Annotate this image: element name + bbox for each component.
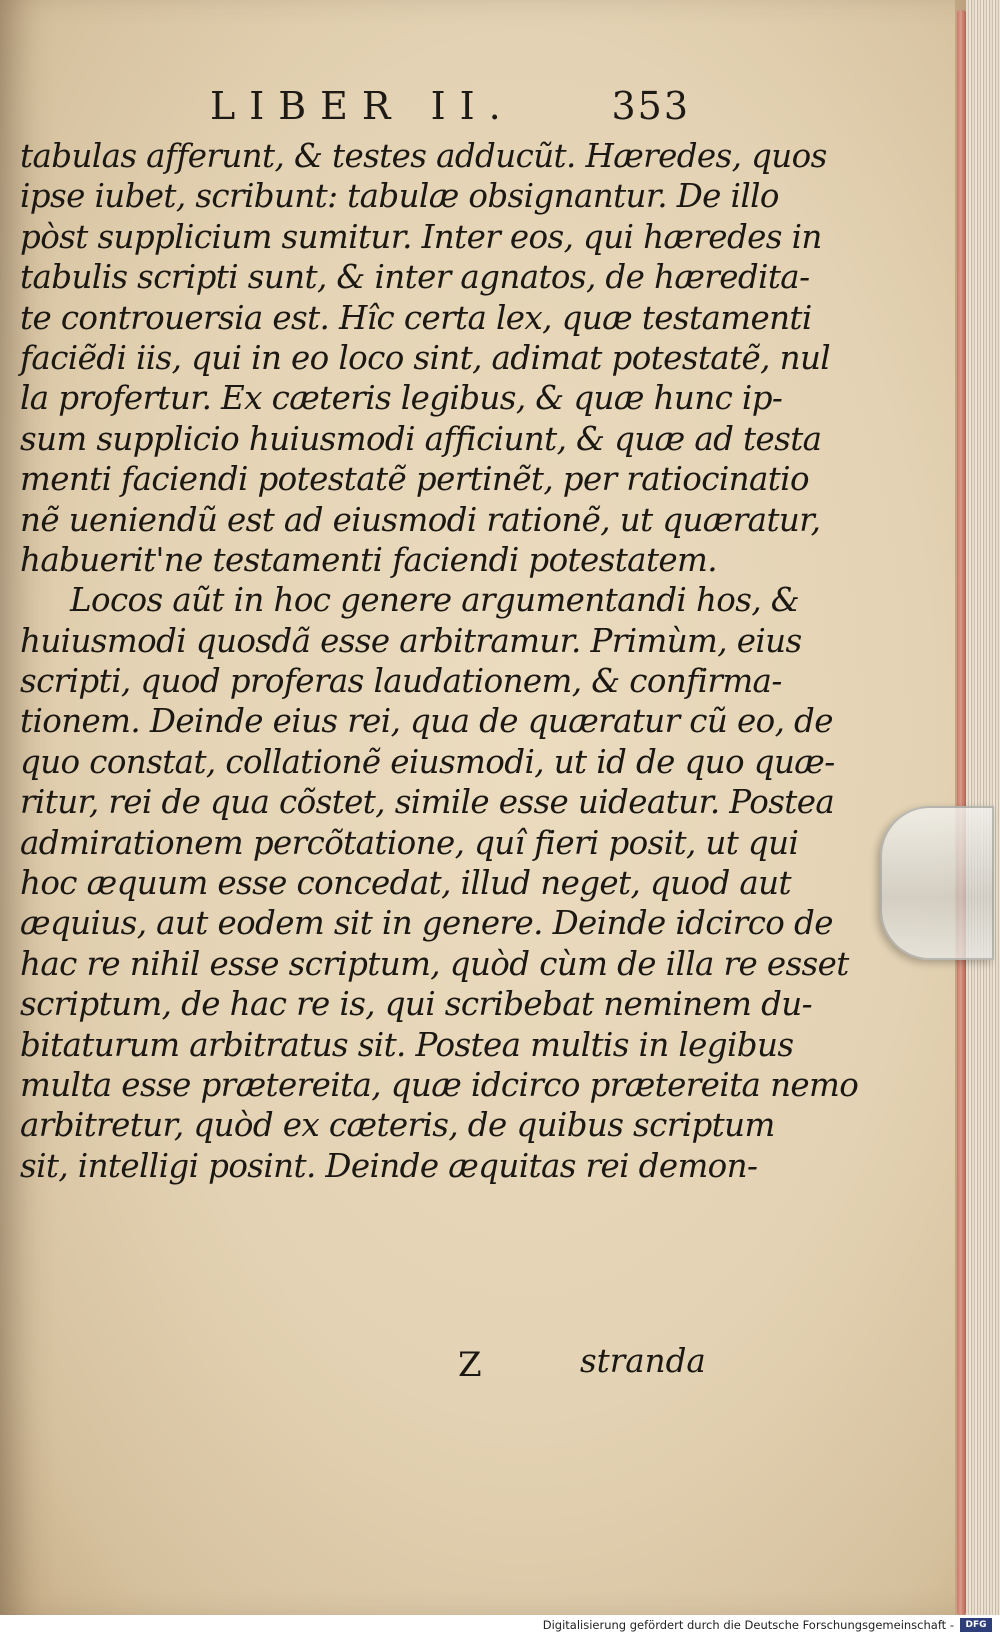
- plastic-clip: [880, 806, 994, 960]
- body-text: [20, 136, 859, 1186]
- text-line: admirationem percõtatione, quî fieri posit, ut qui: [20, 823, 799, 862]
- text-line: faciẽdi iis, qui in eo loco sint, adimat potestatẽ, nul: [20, 338, 831, 377]
- page-number: 353: [611, 84, 690, 128]
- text-line: nẽ ueniendũ est ad eiusmodi rationẽ, ut quæratur,: [20, 500, 821, 539]
- text-line: bitaturum arbitratus sit. Postea multis in legibus: [20, 1025, 794, 1064]
- digitization-footer: [0, 1615, 1000, 1636]
- text-line: scripti, quod proferas laudationem, & confirma-: [20, 662, 782, 701]
- text-line: tionem. Deinde eius rei, qua de quæratur cũ eo, de: [20, 702, 833, 741]
- funding-credit: Digitalisierung gefördert durch die Deutsche Forschungsgemeinschaft -: [542, 1618, 954, 1632]
- signature-mark: Z: [458, 1345, 482, 1385]
- text-line: pòst supplicium sumitur. Inter eos, qui hæredes in: [20, 217, 822, 256]
- text-line: ipse iubet, scribunt: tabulæ obsignantur. De illo: [20, 177, 779, 216]
- text-line: hoc æquum esse concedat, illud neget, quod aut: [20, 864, 791, 903]
- text-line: sum supplicio huiusmodi afficiunt, & quæ ad testa: [20, 419, 822, 458]
- text-line: menti faciendi potestatẽ pertinẽt, per ratiocinatio: [20, 460, 809, 499]
- paragraph-start-line: Locos aũt in hoc genere argumentandi hos, &: [70, 581, 800, 620]
- text-line: ritur, rei de qua cõstet, simile esse uideatur. Postea: [20, 783, 835, 822]
- running-title: LIBER II.: [210, 84, 515, 128]
- text-line: te controuersia est. Hîc certa lex, quæ testamenti: [20, 298, 812, 337]
- text-line: multa esse prætereita, quæ idcirco prætereita nemo: [20, 1065, 859, 1104]
- text-line: scriptum, de hac re is, qui scribebat neminem du-: [20, 985, 813, 1024]
- text-line: quo constat, collationẽ eiusmodi, ut id de quo quæ-: [20, 742, 835, 781]
- text-line: tabulis scripti sunt, & inter agnatos, de hæredita-: [20, 258, 810, 297]
- dfg-logo-icon: DFG: [960, 1618, 992, 1632]
- text-line: tabulas afferunt, & testes adducũt. Hæredes, quos: [20, 137, 827, 175]
- text-line: hac re nihil esse scriptum, quòd cùm de illa re esset: [20, 944, 849, 983]
- text-line: æquius, aut eodem sit in genere. Deinde idcirco de: [20, 904, 833, 943]
- text-line: arbitretur, quòd ex cæteris, de quibus scriptum: [20, 1106, 775, 1145]
- text-line: la profertur. Ex cæteris legibus, & quæ hunc ip-: [20, 379, 783, 418]
- text-line: sit, intelligi posint. Deinde æquitas rei demon-: [20, 1146, 758, 1185]
- text-line: huiusmodi quosdã esse arbitramur. Primùm, eius: [20, 621, 802, 660]
- catchword: stranda: [580, 1342, 706, 1380]
- page-header: [210, 84, 690, 134]
- paragraph-end-line: habuerit'ne testamenti faciendi potestatem.: [20, 540, 717, 579]
